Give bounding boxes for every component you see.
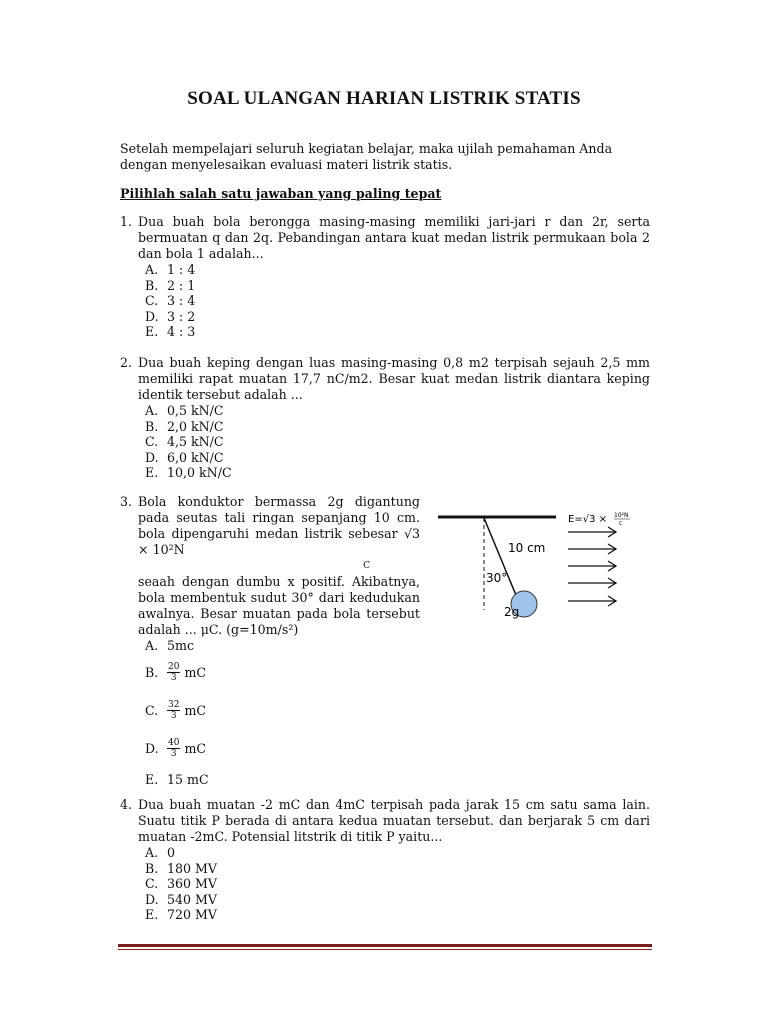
field-arrows: [568, 527, 616, 606]
question-text: Dua buah bola berongga masing-masing memiliki jari-jari r dan 2r, serta bermuatan q dan 2q. Pebandingan antara kuat medan listrik permukaan bola 2 dan bola 1 adalah...: [138, 214, 650, 261]
field-denominator: C: [363, 561, 370, 571]
option-e: E. 720 MV: [145, 907, 218, 922]
option-list: [145, 845, 650, 923]
footer-rule-thin: [118, 949, 652, 950]
question-number: 3.: [120, 494, 133, 509]
question-number: 1.: [120, 214, 133, 229]
option-a: A. 5mc: [145, 638, 195, 653]
mass-label: 2g: [504, 605, 520, 619]
question-3: [120, 494, 420, 787]
option-c: C. 3 : 4: [145, 293, 196, 308]
field-expression: √3 ×: [138, 526, 420, 557]
field-numerator: 10²N: [152, 542, 185, 557]
option-a: A. 0,5 kN/C: [145, 403, 224, 418]
field-label-denominator: C: [619, 521, 623, 527]
page-title: SOAL ULANGAN HARIAN LISTRIK STATIS: [187, 88, 581, 109]
question-1: [120, 214, 650, 340]
question-text: Dua buah keping dengan luas masing-masing 0,8 m2 terpisah sejauh 2,5 mm memiliki rapat muatan 17,7 nC/m2. Besar kuat medan listrik diantara keping identik tersebut adalah ...: [138, 355, 650, 402]
option-c: C. $\frac{32}{3}$ mC: [145, 700, 207, 721]
option-c: C. 360 MV: [145, 876, 218, 891]
footer-rule-thick: [118, 944, 652, 947]
option-c: C. 4,5 kN/C: [145, 434, 224, 449]
field-label-numerator: 10²N: [614, 512, 629, 519]
question-number: 4.: [120, 797, 133, 812]
question-text: Dua buah muatan -2 mC dan 4mC terpisah pada jarak 15 cm satu sama lain. Suatu titik P berada di antara kedua muatan tersebut. dan berjarak 5 cm dari muatan -2mC. Potensial litstrik di titik P yaitu...: [138, 797, 650, 844]
option-list: [145, 403, 650, 481]
field-label: E=√3 ×: [568, 514, 607, 525]
option-b: B. 2,0 kN/C: [145, 418, 224, 434]
string-line: [484, 518, 518, 600]
question-number: 2.: [120, 355, 133, 370]
option-e: E. 4 : 3: [145, 324, 196, 339]
option-b: B. 180 MV: [145, 860, 218, 876]
option-e: E. 10,0 kN/C: [145, 465, 232, 480]
option-d: D. 3 : 2: [145, 308, 196, 324]
option-d: D. $\frac{40}{3}$ mC: [145, 738, 207, 759]
option-list: [145, 262, 650, 340]
option-d: D. 6,0 kN/C: [145, 449, 224, 465]
angle-label: 30°: [486, 571, 508, 585]
pendulum-figure: [432, 500, 652, 630]
option-a: A. 1 : 4: [145, 262, 196, 277]
option-b: B. 2 : 1: [145, 277, 196, 293]
option-a: A. 0: [145, 845, 176, 860]
question-2: [120, 355, 650, 481]
length-label: 10 cm: [508, 541, 546, 555]
question-4: [120, 797, 650, 923]
option-d: D. 540 MV: [145, 891, 218, 907]
option-e: E. 15 mC: [145, 771, 209, 787]
instruction-heading: Pilihlah salah satu jawaban yang paling tepat: [120, 186, 442, 201]
option-list: [145, 638, 420, 787]
intro-paragraph: Setelah mempelajari seluruh kegiatan belajar, maka ujilah pemahaman Anda dengan menyelesaikan evaluasi materi listrik statis.: [120, 141, 613, 172]
option-b: B. $\frac{20}{3}$ mC: [145, 662, 207, 683]
question-text: Bola konduktor bermassa 2g digantung pada seutas tali ringan sepanjang 10 cm. bola dipengaruhi medan listrik sebesar √3 × 10²N C seaah dengan dumbu x positif. Akibatnya, bola membentuk sudut 30° dari kedudukan awalnya. Besar muatan pada bola tersebut adalah ... μC. (g=10m/s²): [138, 494, 420, 637]
